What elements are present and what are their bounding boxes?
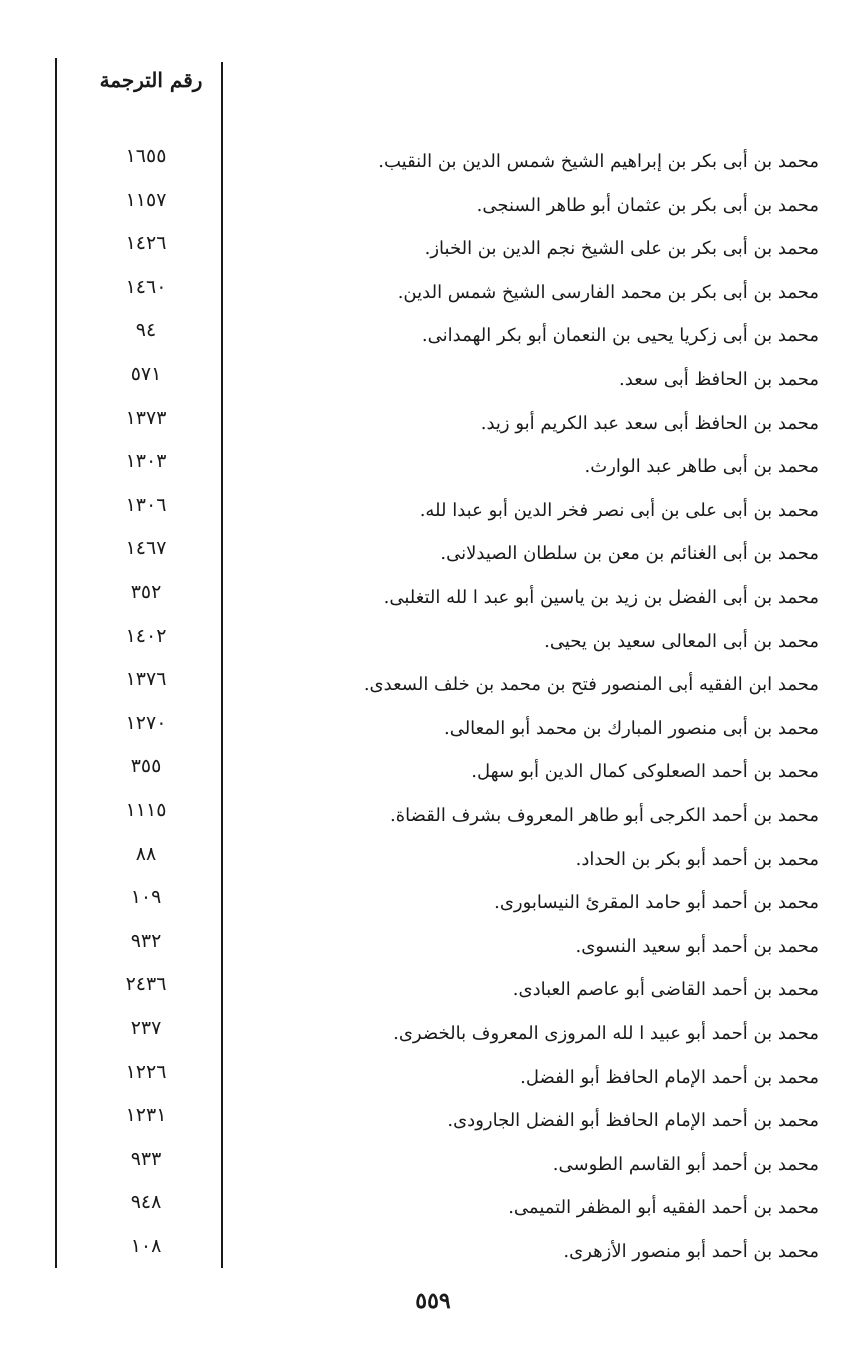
index-entry xyxy=(0,493,867,539)
entry-number: ٩٣٣ xyxy=(130,1147,162,1170)
entry-number: ٨٨ xyxy=(135,842,157,865)
entry-name: محمد بن أبى بكر بن على الشيخ نجم الدين بن الخباز. xyxy=(424,238,819,260)
entry-name: محمد بن الحافظ أبى سعد. xyxy=(619,369,819,390)
entry-number: ١٦٥٥ xyxy=(125,145,167,167)
index-entry xyxy=(0,188,867,234)
index-entry xyxy=(0,711,867,757)
number-column-header: رقم الترجمة xyxy=(99,68,203,92)
index-entry xyxy=(0,319,867,364)
entry-number: ١٤٦٠ xyxy=(125,275,167,298)
entry-name: محمد بن أحمد أبو بكر بن الحداد. xyxy=(575,848,819,870)
index-entry xyxy=(0,1104,867,1149)
index-entry xyxy=(0,1147,867,1193)
index-entry xyxy=(0,929,867,975)
entry-number: ٣٥٢ xyxy=(130,581,162,603)
index-entry xyxy=(0,1191,867,1236)
entry-number: ١٠٨ xyxy=(130,1235,162,1257)
entry-number: ٢٣٧ xyxy=(130,1017,162,1039)
entry-name: محمد بن أبى بكر بن عثمان أبو طاهر السنجى. xyxy=(476,194,819,216)
entry-name: محمد ابن الفقيه أبى المنصور فتح بن محمد بن خلف السعدى. xyxy=(363,674,819,696)
entry-name: محمد بن أحمد الكرجى أبو طاهر المعروف بشرف القضاة. xyxy=(390,805,819,826)
entry-name: محمد بن أبى المعالى سعيد بن يحيى. xyxy=(544,630,819,652)
entry-number: ١٢٧٠ xyxy=(125,711,167,734)
entry-number: ١٢٢٦ xyxy=(125,1060,167,1083)
page-number: ٥٥٩ xyxy=(415,1288,451,1314)
entry-name: محمد بن أحمد أبو القاسم الطوسى. xyxy=(552,1153,819,1175)
entry-name: محمد بن أبى بكر بن محمد الفارسى الشيخ شمس الدين. xyxy=(397,281,819,303)
entry-name: محمد بن أبى زكريا يحيى بن النعمان أبو بكر الهمدانى. xyxy=(421,325,819,347)
entry-name: محمد بن أحمد الإمام الحافظ أبو الفضل. xyxy=(520,1066,819,1088)
entry-name: محمد بن أحمد الفقيه أبو المظفر التميمى. xyxy=(508,1197,819,1219)
entry-name: محمد بن الحافظ أبى سعد عبد الكريم أبو زيد. xyxy=(480,412,819,434)
entry-number: ١٣٠٦ xyxy=(125,493,167,516)
entry-number: ٣٥٥ xyxy=(130,755,162,778)
index-entry xyxy=(0,275,867,321)
entry-number: ٩٣٢ xyxy=(130,929,162,952)
index-entry xyxy=(0,973,867,1018)
index-entry xyxy=(0,1060,867,1106)
entry-number: ١٤٦٧ xyxy=(125,537,167,560)
index-entry xyxy=(0,1017,867,1062)
entry-number: ٩٤ xyxy=(135,319,157,342)
entry-name: محمد بن أحمد أبو حامد المقرئ النيسابورى. xyxy=(494,892,819,914)
index-entry xyxy=(0,581,867,626)
entry-name: محمد بن أحمد أبو منصور الأزهرى. xyxy=(563,1241,819,1262)
entry-name: محمد بن أحمد أبو عبيد ا لله المروزى المعروف بالخضرى. xyxy=(393,1023,819,1044)
entry-name: محمد بن أبى طاهر عبد الوارث. xyxy=(584,456,819,478)
entry-number: ١٣٧٦ xyxy=(125,668,167,691)
entry-name: محمد بن أحمد الإمام الحافظ أبو الفضل الجارودى. xyxy=(447,1110,819,1132)
entry-number: ١٢٣١ xyxy=(125,1104,167,1127)
index-entry xyxy=(0,363,867,408)
entry-number: ١٣٧٣ xyxy=(125,406,167,429)
entry-number: ١٠٩ xyxy=(130,886,162,909)
entry-number: ٩٤٨ xyxy=(130,1191,162,1214)
index-entry xyxy=(0,1235,867,1280)
entry-number: ٢٤٣٦ xyxy=(125,973,167,996)
entry-number: ١٤٢٦ xyxy=(125,232,167,255)
entry-name: محمد بن أحمد أبو سعيد النسوى. xyxy=(575,935,819,957)
entry-number: ١٣٠٣ xyxy=(125,450,167,473)
entry-name: محمد بن أبى بكر بن إبراهيم الشيخ شمس الدين بن النقيب. xyxy=(378,151,819,172)
index-entry xyxy=(0,145,867,190)
entry-name: محمد بن أبى على بن أبى نصر فخر الدين أبو عبدا لله. xyxy=(419,499,819,521)
entry-name: محمد بن أحمد القاضى أبو عاصم العبادى. xyxy=(512,979,819,1001)
index-entry xyxy=(0,799,867,844)
index-entry xyxy=(0,886,867,931)
entry-name: محمد بن أحمد الصعلوكى كمال الدين أبو سهل. xyxy=(471,761,819,783)
entry-name: محمد بن أبى الفضل بن زيد بن ياسين أبو عبد ا لله التغلبى. xyxy=(383,587,819,608)
entry-number: ١٤٠٢ xyxy=(125,624,167,647)
index-entry xyxy=(0,537,867,582)
index-entry xyxy=(0,624,867,670)
entry-name: محمد بن أبى الغنائم بن معن بن سلطان الصيدلانى. xyxy=(440,543,819,565)
entry-name: محمد بن أبى منصور المبارك بن محمد أبو المعالى. xyxy=(443,717,819,739)
entry-number: ١١٥٧ xyxy=(125,188,167,211)
index-entry xyxy=(0,842,867,888)
entry-number: ١١١٥ xyxy=(125,799,167,821)
index-entry xyxy=(0,406,867,452)
entry-number: ٥٧١ xyxy=(130,363,162,385)
index-entry xyxy=(0,668,867,713)
index-entry xyxy=(0,755,867,800)
index-entry xyxy=(0,232,867,277)
index-entry xyxy=(0,450,867,495)
